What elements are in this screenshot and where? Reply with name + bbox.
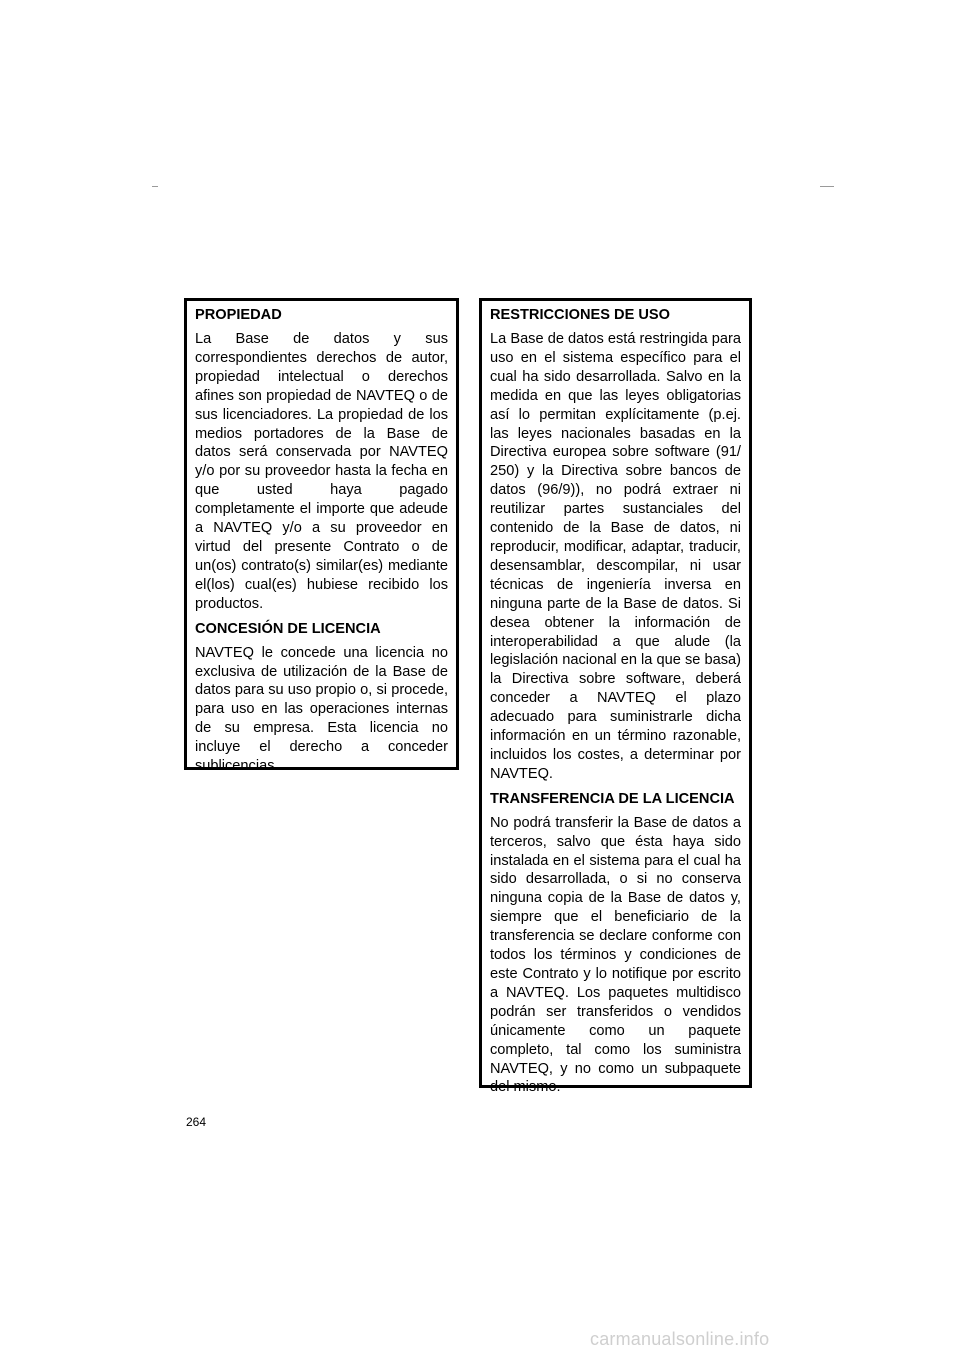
- left-text-box: [184, 298, 459, 775]
- section-body-concesion-de-licencia: NAVTEQ le concede una licencia no exclusiva de utilización de la Base de datos para su uso propio o, si procede, para uso en las operaciones internas de su empresa. Esta licencia no incluye el derecho a conceder sublicencias.: [195, 644, 448, 775]
- section-body-transferencia-de-la-licencia: No podrá transferir la Base de datos a terceros, salvo que ésta haya sido instalada en el sistema para el cual ha sido desarrollada, o si no conserva ninguna copia de la Base de datos y, siempre que el beneficiario de la transferencia se declare conforme con todos los términos y condiciones de este Contrato y lo notifique por escrito a NAVTEQ. Los paquetes multidisco podrán ser transferidos o vendidos únicamente como un paquete completo, tal como los suministra NAVTEQ, y no como un subpaquete del mismo.: [490, 814, 741, 1096]
- section-heading-concesion-de-licencia: CONCESIÓN DE LICENCIA: [195, 620, 381, 637]
- section-heading-transferencia-de-la-licencia: TRANSFERENCIA DE LA LICENCIA: [490, 790, 735, 807]
- section-heading-restricciones-de-uso: RESTRICCIONES DE USO: [490, 307, 671, 323]
- section-body-restricciones-de-uso: La Base de datos está restringida para uso en el sistema específico para el cual ha sido desarrollada. Salvo en la medida en que las leyes obligatorias así lo permitan explícitamente (p.ej. las leyes nacionales basadas en la Directiva europea sobre software (91/ 250) y la Directiva sobre bancos de datos (96/9)), no podrá extraer ni reutilizar partes sustanciales del contenido de la Base de datos, ni reproducir, modificar, adaptar, traducir, desensamblar, descompilar, ni usar técnicas de ingeniería inversa en ninguna parte de la Base de datos. Si desea obtener la información de interoperabilidad a que alude (la legislación nacional en la que se basa) la Directiva sobre software, deberá conceder a NAVTEQ el plazo adecuado para suministrarle dicha información en un término razonable, incluidos los costes, a determinar por NAVTEQ.: [490, 331, 741, 782]
- watermark: carmanualsonline.info: [590, 1329, 770, 1349]
- page-number: 264: [186, 1115, 207, 1129]
- section-body-propiedad: La Base de datos y sus correspondientes derechos de autor, propiedad intelectual o derechos afines son propiedad de NAVTEQ o de sus licenciadores. La propiedad de los medios portadores de la Base de datos será conservada por NAVTEQ y/o por su proveedor hasta la fecha en que usted haya pagado completamente el importe que adeude a NAVTEQ y/o a su proveedor en virtud del presente Contrato o de un(os) contrato(s) similar(es) mediante el(los) cual(es) hubiese recibido los productos.: [195, 331, 448, 612]
- crop-mark-left: [152, 186, 158, 187]
- crop-mark-right: [820, 186, 834, 187]
- section-heading-propiedad: PROPIEDAD: [195, 307, 282, 323]
- right-text-box: [479, 298, 752, 1096]
